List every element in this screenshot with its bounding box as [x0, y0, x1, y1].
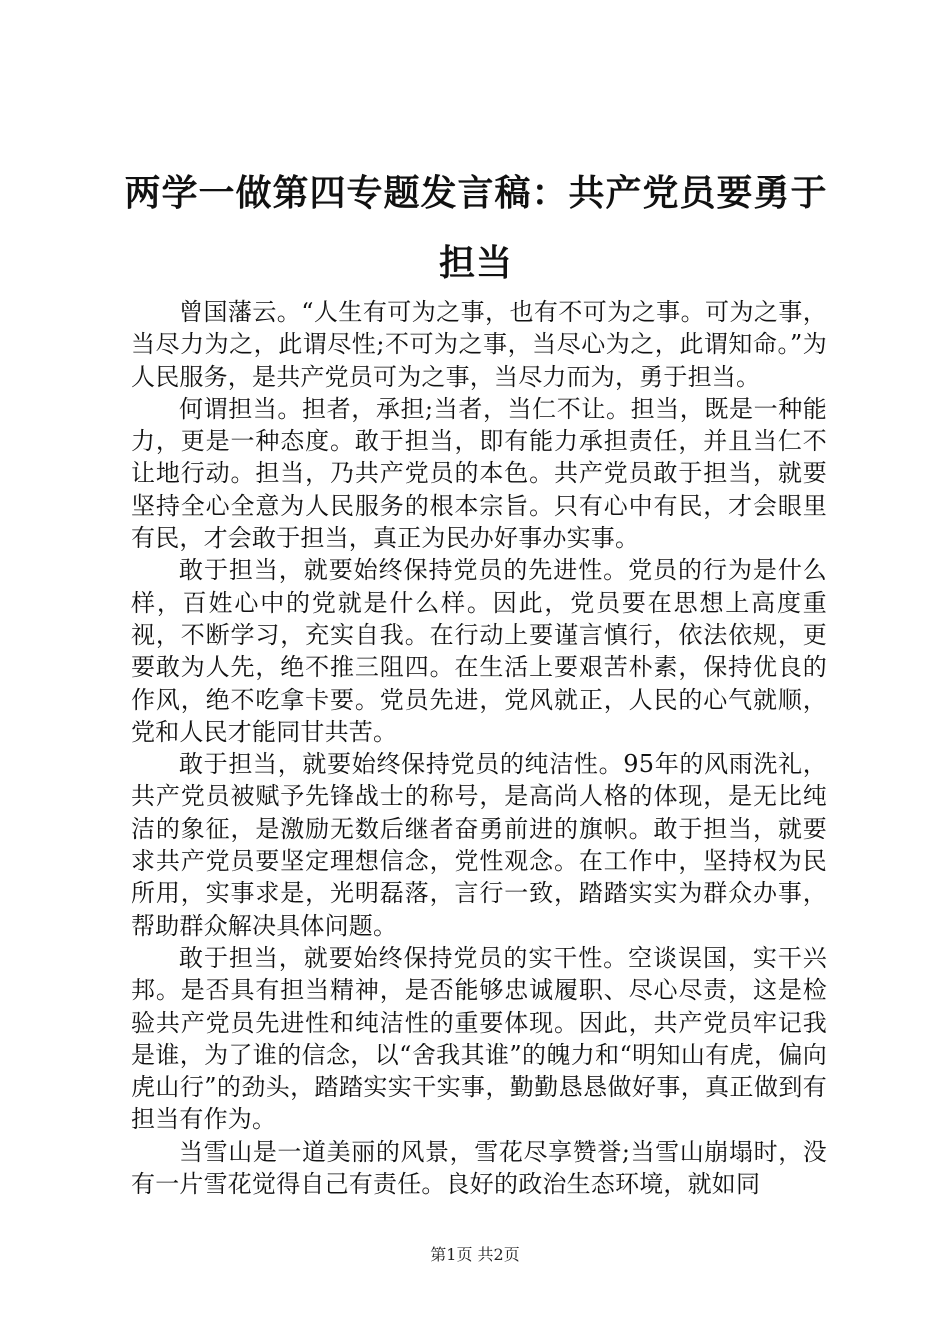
paragraph: 敢于担当，就要始终保持党员的实干性。空谈误国，实干兴邦。是否具有担当精神，是否能够忠诚履职、尽心尽责，这是检验共产党员先进性和纯洁性的重要体现。因此，共产党员牢记我是谁，为了谁的信念，以“舍我其谁”的魄力和“明知山有虎，偏向虎山行”的劲头，踏踏实实干实事，勤勤恳恳做好事，真正做到有担当有作为。 — [131, 943, 827, 1134]
document-title: 两学一做第四专题发言稿：共产党员要勇于担当 — [124, 172, 828, 284]
page-footer: 第1页 共2页 — [430, 1245, 520, 1264]
paragraph: 曾国藩云。“人生有可为之事，也有不可为之事。可为之事，当尽力为之，此谓尽性;不可为之事，当尽心为之，此谓知命。”为人民服务，是共产党员可为之事，当尽力而为，勇于担当。 — [131, 298, 827, 391]
paragraph: 当雪山是一道美丽的风景，雪花尽享赞誉;当雪山崩塌时，没有一片雪花觉得自己有责任。良好的政治生态环境，就如同 — [131, 1137, 827, 1199]
paragraph: 敢于担当，就要始终保持党员的纯洁性。95年的风雨洗礼，共产党员被赋予先锋战士的称号，是高尚人格的体现，是无比纯洁的象征，是激励无数后继者奋勇前进的旗帜。敢于担当，就要求共产党员要坚定理想信念，党性观念。在工作中，坚持权为民所用，实事求是，光明磊落，言行一致，踏踏实实为群众办事，帮助群众解决具体问题。 — [131, 750, 827, 940]
paragraph: 敢于担当，就要始终保持党员的先进性。党员的行为是什么样，百姓心中的党就是什么样。因此，党员要在思想上高度重视，不断学习，充实自我。在行动上要谨言慎行，依法依规，更要敢为人先，绝不推三阻四。在生活上要艰苦朴素，保持优良的作风，绝不吃拿卡要。党员先进，党风就正，人民的心气就顺，党和人民才能同甘共苦。 — [131, 556, 827, 746]
paragraph: 何谓担当。担者，承担;当者，当仁不让。担当，既是一种能力，更是一种态度。敢于担当，即有能力承担责任，并且当仁不让地行动。担当，乃共产党员的本色。共产党员敢于担当，就要坚持全心全意为人民服务的根本宗旨。只有心中有民，才会眼里有民，才会敢于担当，真正为民办好事办实事。 — [131, 394, 827, 553]
document-body — [131, 296, 827, 1200]
